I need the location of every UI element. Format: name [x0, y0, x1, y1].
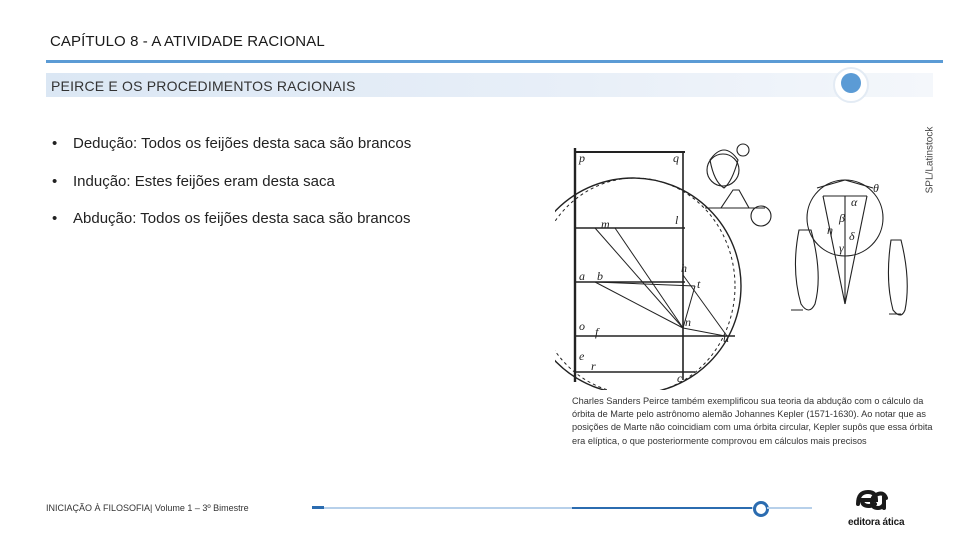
figure-label: θ [873, 181, 879, 195]
figure-label: γ [839, 241, 844, 255]
figure-label: e [579, 349, 585, 363]
chapter-title: CAPÍTULO 8 - A ATIVIDADE RACIONAL [50, 33, 325, 50]
bullet-list [52, 134, 411, 247]
figure-label: c [677, 371, 683, 385]
bullet-text: Abdução: Todos os feijões desta saca são brancos [73, 210, 411, 227]
footer-divider [767, 507, 812, 509]
footer-divider-accent [312, 506, 324, 509]
figure-label: m [601, 217, 610, 231]
construction-line [595, 228, 683, 328]
figure-label: u [723, 331, 729, 345]
construction-line [683, 328, 725, 336]
list-item [52, 134, 411, 172]
figure-label: t [697, 277, 701, 291]
footer-divider-accent [572, 507, 752, 509]
list-item [52, 209, 411, 247]
figure-label: p [579, 151, 585, 165]
bullet-marker: • [52, 210, 58, 227]
figure-label: α [851, 195, 858, 209]
figure-label: q [673, 151, 679, 165]
figure-label: b [597, 269, 603, 283]
publisher-logo [842, 484, 905, 530]
figure-label: η [827, 223, 833, 237]
bullet-marker: • [52, 172, 58, 190]
construction-line [595, 282, 683, 328]
allegorical-figures [705, 144, 907, 315]
figure-caption: Charles Sanders Peirce também exemplificou sua teoria da abdução com o cálculo da órbita de Marte pelo astrônomo alemão Johannes Kepler (1571-1630). Ao notar que as posições de Marte não coincidiam com uma órbita circular, Kepler supôs que essa órbita era elíptica, o que posteriormente comprovou em cálculos mais precisos [572, 396, 933, 446]
kepler-orbit-engraving [555, 110, 915, 390]
figure-label: o [579, 319, 585, 333]
figure-label: a [579, 269, 585, 283]
footer-text: INICIAÇÃO À FILOSOFIA| Volume 1 – 3º Bimestre [46, 503, 249, 513]
figure-label: β [839, 211, 845, 225]
header-divider [46, 60, 943, 63]
construction-line [615, 228, 683, 328]
decorative-circle-icon [833, 67, 869, 103]
figure-label: l [675, 213, 679, 227]
section-title: PEIRCE E OS PROCEDIMENTOS RACIONAIS [51, 78, 356, 94]
bullet-text: Indução: Estes feijões eram desta saca [73, 172, 335, 190]
figure-label: δ [849, 229, 855, 243]
bullet-marker: • [52, 135, 58, 152]
ea-logo-icon [852, 484, 892, 516]
figure-label: f [595, 325, 599, 339]
figure-label: h [681, 261, 687, 275]
list-item [52, 172, 411, 210]
image-credit: SPL/Latinstock [924, 126, 936, 194]
bullet-text: Dedução: Todos os feijões desta saca são brancos [73, 135, 412, 152]
logo-text: editora ática [848, 517, 905, 528]
footer-ring-icon [753, 501, 769, 517]
figure-label: n [685, 315, 691, 329]
figure-label: r [591, 359, 596, 373]
